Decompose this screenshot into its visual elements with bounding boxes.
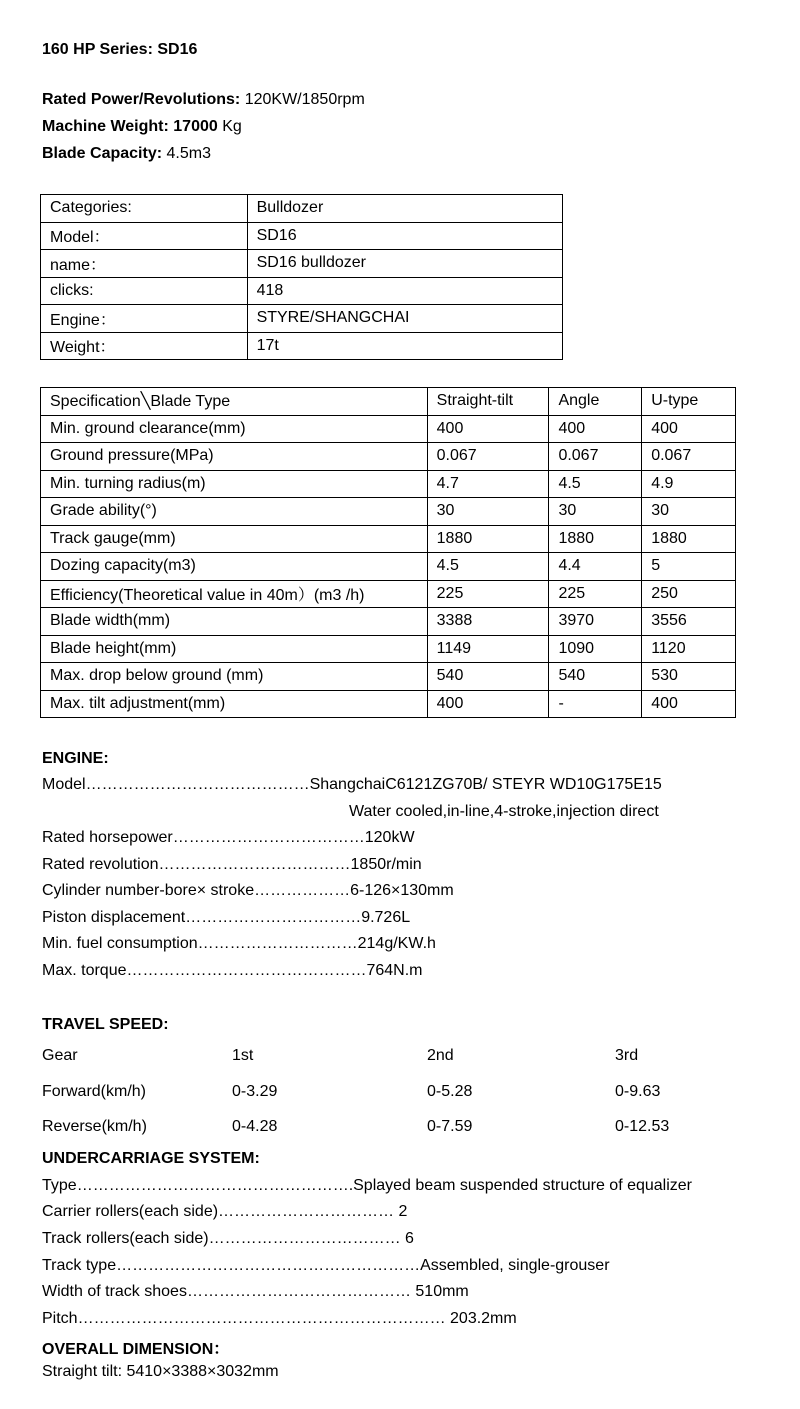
spec-label-cell: Blade height(mm) [41, 635, 428, 663]
spec-value-cell: 1149 [427, 635, 549, 663]
engine-line-model: Model……………………………………ShangchaiC6121ZG70B/ STEYR WD10G175E15 [42, 776, 662, 793]
info-row [41, 277, 563, 305]
overall-dimension-line: Straight tilt: 5410×3388×3032mm [42, 1363, 279, 1380]
blade-capacity-value: 4.5m3 [166, 145, 211, 162]
undercarriage-line-carrier: Carrier rollers(each side)…………………………… 2 [42, 1203, 408, 1220]
travel-reverse-2nd: 0-7.59 [427, 1118, 473, 1135]
engine-heading: ENGINE: [42, 750, 109, 767]
travel-forward-2nd: 0-5.28 [427, 1083, 473, 1100]
info-row [41, 195, 563, 223]
info-value-cell: 418 [247, 277, 562, 305]
engine-line-displacement: Piston displacement……………………………9.726L [42, 909, 411, 926]
spec-header-cell: Specification╲Blade Type [41, 388, 428, 416]
spec-label-cell: Ground pressure(MPa) [41, 443, 428, 471]
spec-value-cell: 3556 [642, 608, 736, 636]
spec-value-cell: 400 [549, 415, 642, 443]
engine-line-model-desc: Water cooled,in-line,4-stroke,injection direct [349, 803, 659, 820]
spec-value-cell: 225 [549, 580, 642, 608]
series-title: 160 HP Series: SD16 [42, 41, 198, 58]
spec-row [41, 470, 736, 498]
spec-value-cell: 400 [642, 690, 736, 718]
spec-value-cell: 4.9 [642, 470, 736, 498]
spec-row [41, 635, 736, 663]
info-label-cell: Categories: [41, 195, 248, 223]
spec-row [41, 415, 736, 443]
spec-value-cell: 5 [642, 553, 736, 581]
spec-value-cell: 250 [642, 580, 736, 608]
engine-line-fuel: Min. fuel consumption…………………………214g/KW.h [42, 935, 436, 952]
spec-value-cell: - [549, 690, 642, 718]
info-row [41, 332, 563, 360]
spec-value-cell: 3388 [427, 608, 549, 636]
travel-reverse-label: Reverse(km/h) [42, 1118, 147, 1135]
engine-line-cylinder: Cylinder number-bore× stroke………………6-126×130mm [42, 882, 454, 899]
spec-header-cell: Angle [549, 388, 642, 416]
spec-label-cell: Dozing capacity(m3) [41, 553, 428, 581]
info-table [40, 194, 563, 360]
spec-value-cell: 1880 [549, 525, 642, 553]
spec-value-cell: 1090 [549, 635, 642, 663]
undercarriage-line-track-rollers: Track rollers(each side)……………………………… 6 [42, 1230, 414, 1247]
travel-header-3rd: 3rd [615, 1047, 639, 1064]
spec-header-cell: U-type [642, 388, 736, 416]
machine-weight-number: 17000 [173, 118, 218, 135]
info-label-cell: name： [41, 250, 248, 278]
spec-row [41, 553, 736, 581]
spec-value-cell: 400 [427, 690, 549, 718]
spec-value-cell: 530 [642, 663, 736, 691]
spec-header-row [41, 388, 736, 416]
undercarriage-line-type: Type…………………………………………….Splayed beam suspended structure of equalizer [42, 1177, 693, 1194]
spec-value-cell: 1880 [427, 525, 549, 553]
info-value-cell: 17t [247, 332, 562, 360]
travel-forward-label: Forward(km/h) [42, 1083, 147, 1100]
spec-row [41, 580, 736, 608]
spec-label-cell: Min. turning radius(m) [41, 470, 428, 498]
info-value-cell: SD16 bulldozer [247, 250, 562, 278]
info-value-cell: SD16 [247, 222, 562, 250]
spec-value-cell: 540 [427, 663, 549, 691]
overall-dimension-heading: OVERALL DIMENSION： [42, 1341, 230, 1358]
info-row [41, 222, 563, 250]
spec-row [41, 608, 736, 636]
spec-header-cell: Straight-tilt [427, 388, 549, 416]
spec-table [40, 387, 736, 718]
spec-label-cell: Max. tilt adjustment(mm) [41, 690, 428, 718]
machine-weight-line [42, 118, 242, 136]
info-row [41, 250, 563, 278]
travel-forward-3rd: 0-9.63 [615, 1083, 661, 1100]
machine-weight-unit: Kg [222, 118, 242, 135]
info-label-cell: clicks: [41, 277, 248, 305]
undercarriage-line-shoe-width: Width of track shoes…………………………………… 510mm [42, 1283, 469, 1300]
rated-power-label: Rated Power/Revolutions: [42, 91, 241, 108]
spec-label-cell: Efficiency(Theoretical value in 40m）(m3 /h) [41, 580, 428, 608]
spec-label-cell: Min. ground clearance(mm) [41, 415, 428, 443]
spec-label-cell: Grade ability(°) [41, 498, 428, 526]
info-label-cell: Engine： [41, 305, 248, 333]
spec-value-cell: 1880 [642, 525, 736, 553]
travel-speed-heading: TRAVEL SPEED: [42, 1016, 169, 1033]
spec-value-cell: 4.5 [549, 470, 642, 498]
travel-reverse-3rd: 0-12.53 [615, 1118, 670, 1135]
spec-row [41, 525, 736, 553]
spec-value-cell: 4.7 [427, 470, 549, 498]
engine-line-revolution: Rated revolution………………………………1850r/min [42, 856, 422, 873]
spec-label-cell: Track gauge(mm) [41, 525, 428, 553]
spec-value-cell: 400 [427, 415, 549, 443]
travel-forward-1st: 0-3.29 [232, 1083, 278, 1100]
info-row [41, 305, 563, 333]
travel-header-1st: 1st [232, 1047, 254, 1064]
spec-value-cell: 30 [549, 498, 642, 526]
info-value-cell: STYRE/SHANGCHAI [247, 305, 562, 333]
spec-value-cell: 3970 [549, 608, 642, 636]
spec-row [41, 498, 736, 526]
spec-row [41, 443, 736, 471]
spec-value-cell: 400 [642, 415, 736, 443]
spec-value-cell: 0.067 [549, 443, 642, 471]
spec-value-cell: 30 [427, 498, 549, 526]
info-label-cell: Weight： [41, 332, 248, 360]
undercarriage-heading: UNDERCARRIAGE SYSTEM: [42, 1150, 260, 1167]
spec-label-cell: Max. drop below ground (mm) [41, 663, 428, 691]
machine-weight-label: Machine Weight: [42, 118, 169, 135]
spec-value-cell: 4.5 [427, 553, 549, 581]
blade-capacity-label: Blade Capacity: [42, 145, 163, 162]
spec-label-cell: Blade width(mm) [41, 608, 428, 636]
engine-line-horsepower: Rated horsepower………………………………120kW [42, 829, 415, 846]
blade-capacity-line [42, 145, 211, 163]
spec-value-cell: 0.067 [427, 443, 549, 471]
spec-value-cell: 1120 [642, 635, 736, 663]
spec-value-cell: 225 [427, 580, 549, 608]
rated-power-line [42, 91, 365, 109]
spec-row [41, 663, 736, 691]
undercarriage-line-pitch: Pitch…………………………………………………………… 203.2mm [42, 1310, 517, 1327]
travel-header-2nd: 2nd [427, 1047, 454, 1064]
travel-header-gear: Gear [42, 1047, 78, 1064]
travel-reverse-1st: 0-4.28 [232, 1118, 278, 1135]
spec-value-cell: 30 [642, 498, 736, 526]
rated-power-value: 120KW/1850rpm [244, 91, 365, 108]
engine-line-torque: Max. torque………………………………………764N.m [42, 962, 423, 979]
info-label-cell: Model： [41, 222, 248, 250]
spec-value-cell: 4.4 [549, 553, 642, 581]
spec-value-cell: 0.067 [642, 443, 736, 471]
info-value-cell: Bulldozer [247, 195, 562, 223]
undercarriage-line-track-type: Track type…………………………………………………Assembled, single-grouser [42, 1257, 610, 1274]
spec-row [41, 690, 736, 718]
spec-value-cell: 540 [549, 663, 642, 691]
